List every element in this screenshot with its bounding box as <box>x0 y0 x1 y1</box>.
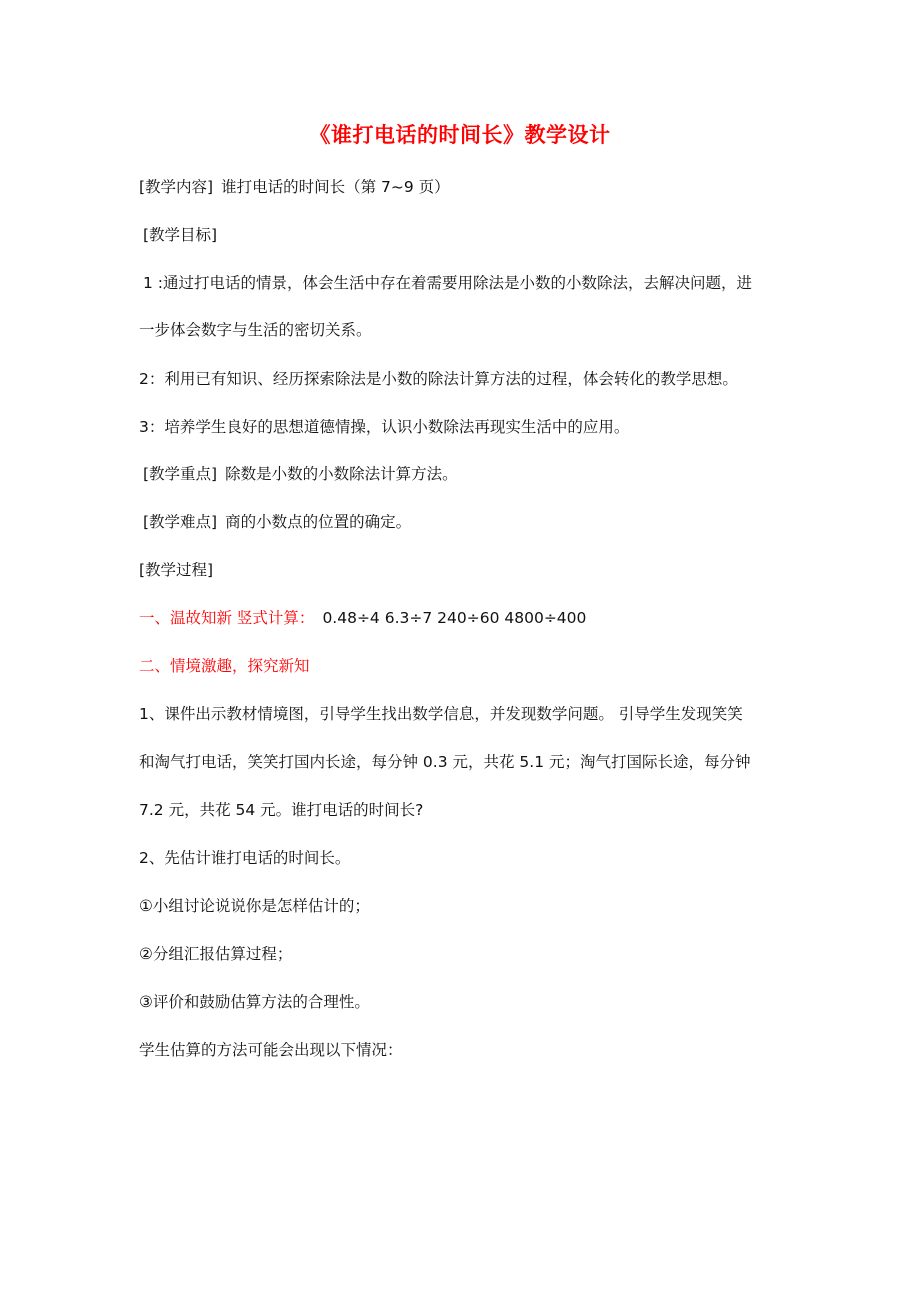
objective-1-line-1: 1 :通过打电话的情景，体会生活中存在着需要用除法是小数的小数除法，去解决问题，进 <box>143 274 753 292</box>
objectives-heading: [教学目标] <box>143 226 218 244</box>
difficulty-line <box>143 510 411 534</box>
key-point-text: 除数是小数的小数除法计算方法。 <box>225 465 458 483</box>
key-point-label: [教学重点] <box>143 465 218 483</box>
document-title: 《谁打电话的时间长》教学设计 <box>309 122 611 147</box>
objective-3: 3：培养学生良好的思想道德情操，认识小数除法再现实生活中的应用。 <box>139 418 630 436</box>
step-1-line-3: 7.2 元，共花 54 元。谁打电话的时间长? <box>139 801 424 819</box>
teaching-content-label: [教学内容] <box>139 178 214 196</box>
teaching-content-text: 谁打电话的时间长（第 7~9 页） <box>221 178 450 196</box>
section-1-line <box>139 606 586 630</box>
sub-step-1: ①小组讨论说说你是怎样估计的； <box>139 897 370 915</box>
objective-1-line-2: 一步体会数字与生活的密切关系。 <box>139 321 372 339</box>
section-1-exercises: 0.48÷4 6.3÷7 240÷60 4800÷400 <box>322 609 587 627</box>
sub-step-3: ③评价和鼓励估算方法的合理性。 <box>139 993 370 1011</box>
teaching-content-line <box>139 175 450 199</box>
estimate-note: 学生估算的方法可能会出现以下情况： <box>139 1041 403 1059</box>
step-1-line-2: 和淘气打电话，笑笑打国内长途，每分钟 0.3 元，共花 5.1 元；淘气打国际长途，每分钟 <box>139 753 751 771</box>
section-2-heading: 二、情境激趣，探究新知 <box>139 657 310 675</box>
sub-step-2: ②分组汇报估算过程； <box>139 945 293 963</box>
objective-2: 2：利用已有知识、经历探索除法是小数的除法计算方法的过程，体会转化的教学思想。 <box>139 370 738 388</box>
key-point-line <box>143 462 458 486</box>
step-2: 2、先估计谁打电话的时间长。 <box>139 849 351 867</box>
difficulty-text: 商的小数点的位置的确定。 <box>225 513 412 531</box>
difficulty-label: [教学难点] <box>143 513 218 531</box>
step-1-line-1: 1、课件出示教材情境图，引导学生找出数学信息，并发现数学问题。 引导学生发现笑笑 <box>139 705 743 723</box>
section-1-label: 一、温故知新 竖式计算： <box>139 609 315 627</box>
process-heading: [教学过程] <box>139 561 214 579</box>
